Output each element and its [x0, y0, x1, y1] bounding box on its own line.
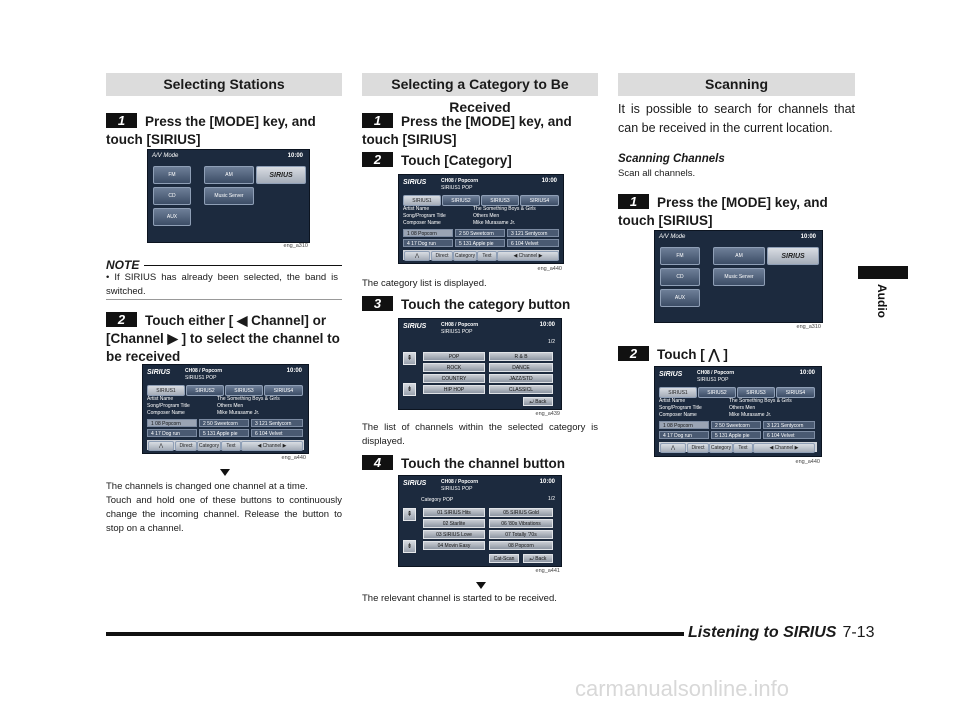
song-value: Others Men: [473, 213, 500, 219]
category-button[interactable]: Category: [710, 445, 732, 451]
result-text: The channels is changed one channel at a time. Touch and hold one of these buttons to continuously change the incoming channel. Release the button to stop on a channel.: [106, 481, 342, 534]
page-indicator: 1/2: [548, 339, 555, 345]
song-value: Others Men: [217, 403, 244, 409]
preset-button[interactable]: 6 104 Velvet: [507, 239, 559, 247]
info-label: Artist Name: [659, 398, 686, 404]
category-rnb[interactable]: R & B: [489, 352, 553, 361]
channel-name: CH08 / Popcorn: [185, 368, 223, 374]
control-bar: [403, 250, 559, 260]
channel-button[interactable]: 07 Totally '70s: [489, 530, 553, 539]
info-label: Song/Program Title: [403, 213, 446, 219]
figure-caption: eng_a440: [795, 459, 820, 465]
preset-button[interactable]: 5 131 Apple pie: [455, 239, 505, 247]
music-server-button[interactable]: Music Server: [204, 187, 254, 205]
page-number: 7-13: [842, 624, 875, 641]
preset-button[interactable]: 3 121 Sentycorn: [507, 229, 559, 237]
am-button[interactable]: AM: [713, 247, 765, 265]
step-3: [362, 296, 598, 314]
screen-title: A/V Mode: [659, 234, 686, 240]
figure-caption: eng_a441: [535, 568, 560, 574]
tab-sirius3[interactable]: SIRIUS3: [481, 195, 519, 206]
tab-sirius2[interactable]: SIRIUS2: [698, 387, 736, 398]
channel-name: CH08 / Popcorn: [441, 479, 479, 485]
category-classical[interactable]: CLASSICL: [489, 385, 553, 394]
screen-clock: 10:00: [286, 368, 302, 374]
band-category: SIRIUS1 POP: [697, 377, 729, 383]
info-label: Song/Program Title: [659, 405, 702, 411]
step-4-result: The relevant channel is started to be received.: [362, 593, 557, 604]
category-pop[interactable]: POP: [423, 352, 485, 361]
artist-value: The Something Boys & Girls: [217, 396, 280, 402]
sirius-button[interactable]: [256, 166, 306, 184]
screen-clock: 10:00: [799, 370, 815, 376]
channel-button[interactable]: 01 SIRIUS Hits: [423, 508, 485, 517]
down-arrow-icon: [476, 582, 486, 589]
screen-clock: 10:00: [287, 153, 303, 159]
am-button[interactable]: AM: [204, 166, 254, 184]
watermark: carmanualsonline.info: [575, 676, 790, 701]
intro-text: It is possible to search for channels that can be received in the current location.: [618, 102, 855, 135]
band-category: SIRIUS1 POP: [185, 375, 217, 381]
screen-clock: 10:00: [800, 234, 816, 240]
step-1: [106, 113, 342, 149]
text-button[interactable]: Text: [733, 443, 753, 453]
info-label: Composer Name: [659, 412, 697, 418]
note-end-rule: [106, 299, 342, 300]
music-server-button[interactable]: Music Server: [713, 268, 765, 286]
step-number: 1: [362, 113, 393, 128]
channel-button[interactable]: 02 Starlite: [423, 519, 485, 528]
sirius-logo: SIRIUS: [781, 252, 805, 260]
preset-button[interactable]: 2 50 Sweetcorn: [711, 421, 761, 429]
scan-up-button[interactable]: ⋀: [404, 251, 430, 261]
text-button[interactable]: Text: [477, 251, 497, 261]
preset-button[interactable]: 1 08 Popcorn: [659, 421, 709, 429]
preset-button[interactable]: 5 131 Apple pie: [711, 431, 761, 439]
preset-button[interactable]: 6 104 Velvet: [251, 429, 303, 437]
page-up-icon[interactable]: ⇞: [403, 352, 416, 365]
tab-sirius1[interactable]: SIRIUS1: [147, 385, 185, 396]
band-category: SIRIUS1 POP: [441, 329, 473, 335]
composer-value: Mike Murasame Jr.: [729, 412, 772, 418]
figure-caption: eng_a440: [537, 266, 562, 272]
preset-button[interactable]: 4 17 Dog run: [659, 431, 709, 439]
page-indicator: 1/2: [548, 496, 555, 502]
preset-button[interactable]: 2 50 Sweetcorn: [199, 419, 249, 427]
sirius-logo: SIRIUS: [659, 371, 683, 378]
band-tabs: [659, 387, 817, 396]
channel-name: CH08 / Popcorn: [441, 178, 479, 184]
mode-screen: [654, 230, 823, 323]
sirius-logo: SIRIUS: [403, 323, 427, 330]
artist-value: The Something Boys & Girls: [729, 398, 792, 404]
figure-caption: eng_a440: [281, 455, 306, 461]
channel-name: CH08 / Popcorn: [441, 322, 479, 328]
step-2: [618, 346, 855, 364]
tab-sirius2[interactable]: SIRIUS2: [442, 195, 480, 206]
fm-button[interactable]: FM: [660, 247, 700, 265]
sirius-logo: SIRIUS: [403, 179, 427, 186]
back-button[interactable]: ⤾ Back: [523, 397, 553, 406]
sirius-screen: [654, 366, 822, 457]
step-number: 1: [106, 113, 137, 128]
step-1: [618, 194, 855, 230]
back-label: Back: [535, 399, 547, 405]
step-2: [362, 152, 598, 170]
step-number: 3: [362, 296, 393, 311]
screen-clock: 10:00: [539, 322, 555, 328]
composer-value: Mike Murasame Jr.: [473, 220, 516, 226]
step-text: Press the [MODE] key, and touch [SIRIUS]: [106, 114, 316, 147]
footer: [688, 624, 874, 642]
category-country[interactable]: COUNTRY: [423, 374, 485, 383]
category-rock[interactable]: ROCK: [423, 363, 485, 372]
step-4: [362, 455, 598, 473]
channel-button[interactable]: 08 Popcorn: [489, 541, 553, 550]
step-text: Touch [Category]: [401, 153, 512, 168]
composer-value: Mike Murasame Jr.: [217, 410, 260, 416]
category-screen: [398, 318, 562, 410]
channel-button[interactable]: ◀ Channel ▶: [753, 443, 815, 453]
step-number: 4: [362, 455, 393, 470]
category-button[interactable]: Category: [198, 443, 220, 449]
band-tabs: [403, 195, 559, 204]
mode-screen: [147, 149, 310, 243]
preset-button[interactable]: 5 131 Apple pie: [199, 429, 249, 437]
tab-sirius4[interactable]: SIRIUS4: [776, 387, 815, 398]
band-tabs: [147, 385, 304, 394]
preset-button[interactable]: 1 08 Popcorn: [403, 229, 453, 237]
control-bar: [659, 442, 817, 452]
category-label: Category POP: [421, 497, 454, 503]
page-down-icon[interactable]: ⇟: [403, 383, 416, 396]
page-up-icon[interactable]: ⇞: [403, 508, 416, 521]
screen-clock: 10:00: [539, 479, 555, 485]
footer-title: Listening to SIRIUS: [688, 624, 837, 641]
category-jazz[interactable]: JAZZ/STD: [489, 374, 553, 383]
step-number: 2: [362, 152, 393, 167]
preset-button[interactable]: 6 104 Velvet: [763, 431, 815, 439]
band-category: SIRIUS1 POP: [441, 486, 473, 492]
back-button[interactable]: ⤾ Back: [523, 554, 553, 563]
category-hiphop[interactable]: HIP HOP: [423, 385, 485, 394]
tab-sirius1[interactable]: SIRIUS1: [403, 195, 441, 206]
step-text: Press the [MODE] key, and touch [SIRIUS]: [362, 114, 572, 147]
channel-button[interactable]: ◀ Channel ▶: [497, 251, 559, 261]
step-text: Touch the category button: [401, 297, 571, 312]
channel-button[interactable]: 06 '80s Vibrations: [489, 519, 553, 528]
channel-button[interactable]: ◀ Channel ▶: [241, 441, 303, 451]
channel-name: CH08 / Popcorn: [697, 370, 735, 376]
aux-button[interactable]: AUX: [660, 289, 700, 307]
preset-button[interactable]: 3 121 Sentycorn: [251, 419, 303, 427]
cd-button[interactable]: CD: [660, 268, 700, 286]
subsection-title: Scanning Channels: [618, 153, 725, 165]
song-value: Others Men: [729, 405, 756, 411]
step-2: [106, 312, 342, 366]
subsection-text: Scan all channels.: [618, 168, 696, 179]
section-header: Selecting a Category to Be Received: [362, 73, 598, 96]
side-tab-marker: [858, 266, 908, 279]
text-button[interactable]: Text: [221, 441, 241, 451]
info-label: Composer Name: [147, 410, 185, 416]
section-header: Selecting Stations: [106, 73, 342, 96]
cat-scan-button[interactable]: Cat-Scan: [489, 554, 519, 563]
tab-sirius1[interactable]: SIRIUS1: [659, 387, 697, 398]
sirius-logo: SIRIUS: [147, 369, 171, 376]
step-text: Touch the channel button: [401, 456, 565, 471]
channel-button[interactable]: 03 SIRIUS Love: [423, 530, 485, 539]
scan-up-button[interactable]: ⋀: [660, 443, 686, 453]
preset-button[interactable]: 4 17 Dog run: [147, 429, 197, 437]
screen-clock: 10:00: [541, 178, 557, 184]
step-number: 2: [618, 346, 649, 361]
note-title: NOTE: [106, 258, 140, 272]
step-number: 2: [106, 312, 137, 327]
control-bar: [147, 440, 304, 450]
page-down-icon[interactable]: ⇟: [403, 540, 416, 553]
channel-button[interactable]: 05 SIRIUS Gold: [489, 508, 553, 517]
step-number: 1: [618, 194, 649, 209]
sirius-logo: SIRIUS: [269, 171, 293, 179]
preset-button[interactable]: 2 50 Sweetcorn: [455, 229, 505, 237]
figure-caption: eng_a310: [796, 324, 821, 330]
category-button[interactable]: Category: [454, 253, 476, 259]
artist-value: The Something Boys & Girls: [473, 206, 536, 212]
sirius-logo: SIRIUS: [403, 480, 427, 487]
step-1: [362, 113, 598, 149]
note-text: • If SIRIUS has already been selected, the band is switched.: [106, 272, 338, 297]
down-arrow-icon: [220, 469, 230, 476]
note-rule: [144, 265, 342, 266]
sirius-screen: [142, 364, 309, 454]
info-label: Composer Name: [403, 220, 441, 226]
channel-button[interactable]: 04 Movin Easy: [423, 541, 485, 550]
scan-up-button[interactable]: ⋀: [148, 441, 174, 451]
section-header: Scanning: [618, 73, 855, 96]
direct-button[interactable]: Direct: [687, 443, 709, 453]
cd-button[interactable]: CD: [153, 187, 191, 205]
figure-caption: eng_a310: [283, 243, 308, 249]
step-3-result: The list of channels within the selected category is displayed.: [362, 422, 598, 447]
back-label: Back: [535, 556, 547, 562]
info-label: Song/Program Title: [147, 403, 190, 409]
info-label: Artist Name: [147, 396, 174, 402]
category-dance[interactable]: DANCE: [489, 363, 553, 372]
fm-button[interactable]: FM: [153, 166, 191, 184]
step-2-result: The category list is displayed.: [362, 278, 487, 289]
preset-button[interactable]: 3 121 Sentycorn: [763, 421, 815, 429]
tab-sirius4[interactable]: SIRIUS4: [520, 195, 559, 206]
step-text: Touch either [ ◀ Channel] or [Channel ▶ ] to select the channel to be received: [106, 313, 340, 364]
band-category: SIRIUS1 POP: [441, 185, 473, 191]
channel-list-screen: [398, 475, 562, 567]
screen-title: A/V Mode: [152, 153, 179, 159]
footer-rule: [106, 632, 684, 636]
direct-button[interactable]: Direct: [175, 441, 197, 451]
info-label: Artist Name: [403, 206, 430, 212]
side-tab-label: Audio: [875, 284, 889, 318]
preset-button[interactable]: 4 17 Dog run: [403, 239, 453, 247]
tab-sirius4[interactable]: SIRIUS4: [264, 385, 303, 396]
tab-sirius3[interactable]: SIRIUS3: [737, 387, 775, 398]
aux-button[interactable]: AUX: [153, 208, 191, 226]
preset-button[interactable]: 1 08 Popcorn: [147, 419, 197, 427]
tab-sirius3[interactable]: SIRIUS3: [225, 385, 263, 396]
figure-caption: eng_a439: [535, 411, 560, 417]
tab-sirius2[interactable]: SIRIUS2: [186, 385, 224, 396]
direct-button[interactable]: Direct: [431, 251, 453, 261]
step-text: Touch [ ⋀ ]: [657, 347, 728, 362]
sirius-screen: [398, 174, 564, 264]
step-text: Press the [MODE] key, and touch [SIRIUS]: [618, 195, 828, 228]
sirius-button[interactable]: [767, 247, 819, 265]
